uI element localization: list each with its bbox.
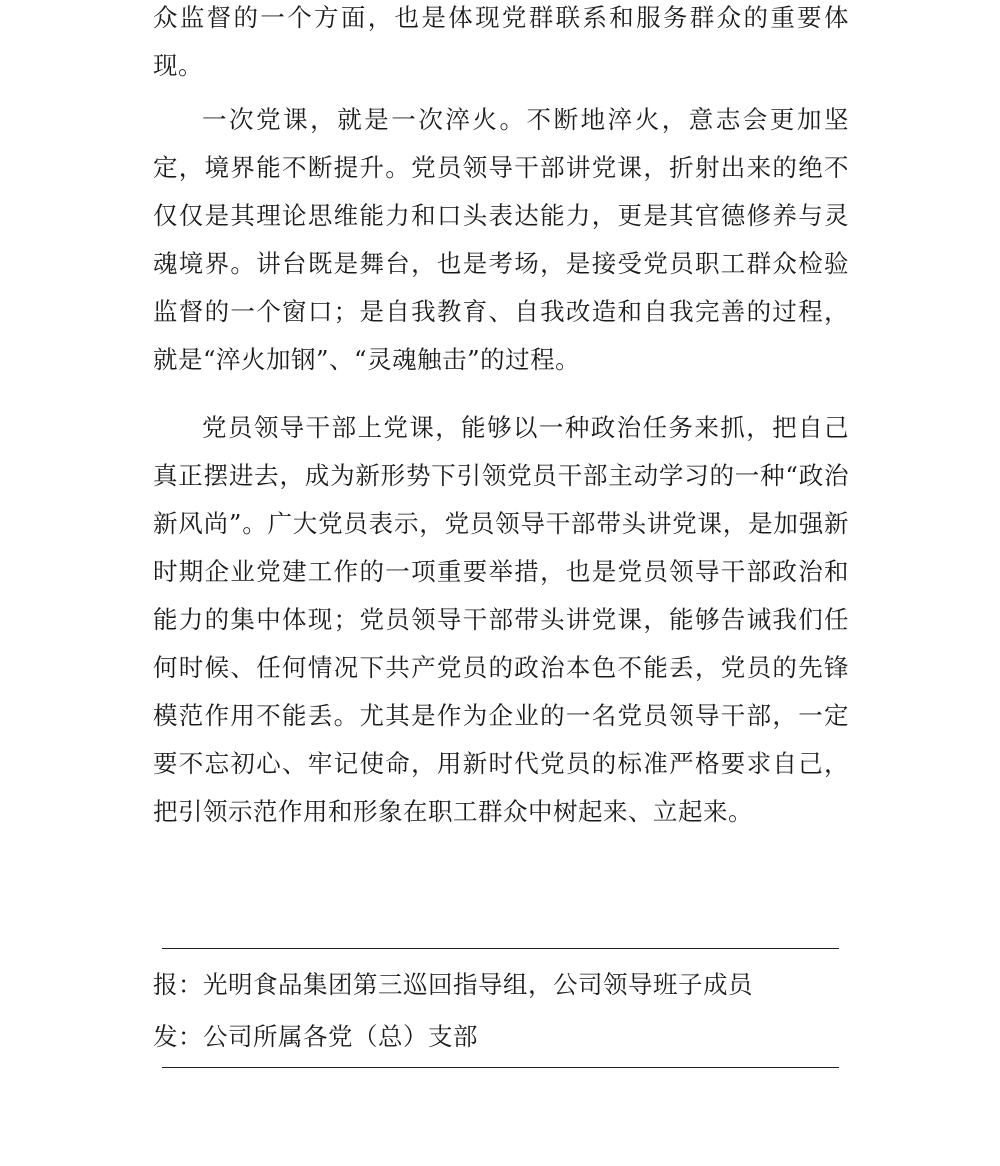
distribution-send-line: 发：公司所属各党（总）支部 [153, 1022, 478, 1051]
distribution-top-rule [162, 948, 839, 949]
distribution-bottom-rule [162, 1067, 839, 1068]
paragraph-tempering: 一次党课，就是一次淬火。不断地淬火，意志会更加坚定，境界能不断提升。党员领导干部讲党课，折射出来的绝不仅仅是其理论思维能力和口头表达能力，更是其官德修养与灵魂境界。讲台既是舞台，也是考场，是接受党员职工群众检验监督的一个窗口；是自我教育、自我改造和自我完善的过程，就是“淬火加钢”、“灵魂触击”的过程。 [153, 105, 849, 374]
document-body [153, 0, 849, 836]
paragraph-party-lecture: 党员领导干部上党课，能够以一种政治任务来抓，把自己真正摆进去，成为新形势下引领党员干部主动学习的一种“政治新风尚”。广大党员表示，党员领导干部带头讲党课，是加强新时期企业党建工作的一项重要举措，也是党员领导干部政治和能力的集中体现；党员领导干部带头讲党课，能够告诫我们任何时候、任何情况下共产党员的政治本色不能丢，党员的先锋模范作用不能丢。尤其是作为企业的一名党员领导干部，一定要不忘初心、牢记使命，用新时代党员的标准严格要求自己，把引领示范作用和形象在职工群众中树起来、立起来。 [153, 413, 849, 826]
distribution-report-line: 报：光明食品集团第三巡回指导组，公司领导班子成员 [153, 970, 753, 999]
paragraph-continuation: 众监督的一个方面，也是体现党群联系和服务群众的重要体现。 [153, 3, 849, 80]
